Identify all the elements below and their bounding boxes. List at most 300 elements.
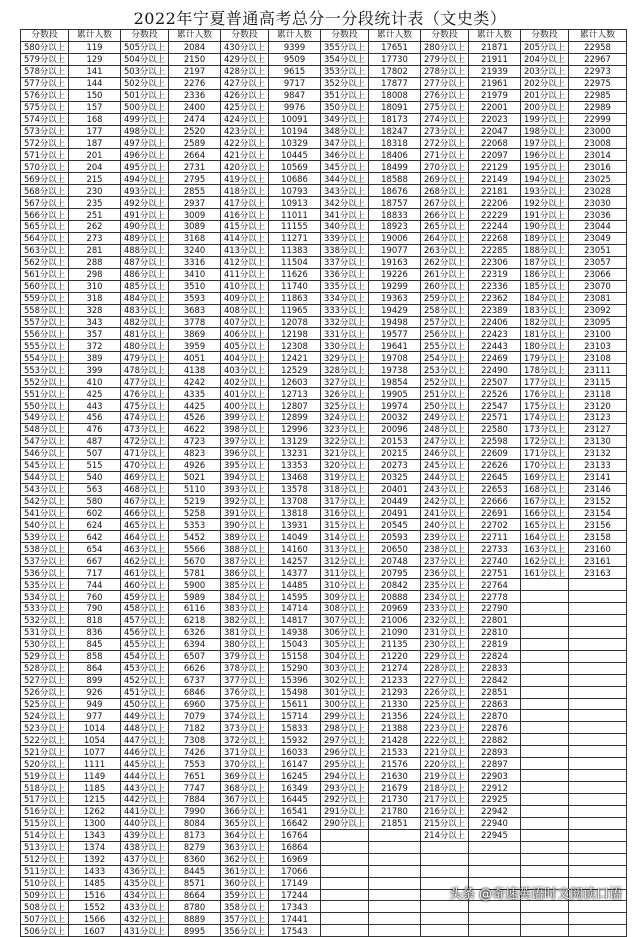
score-band-cell: 337分以上 xyxy=(321,256,369,268)
cumulative-count-cell: 23008 xyxy=(569,137,627,149)
cumulative-count-cell: 328 xyxy=(69,304,121,316)
score-band-cell: 563分以上 xyxy=(21,244,69,256)
cumulative-count-cell: 22229 xyxy=(469,209,521,221)
cumulative-count-cell xyxy=(569,901,627,913)
table-row xyxy=(21,77,627,89)
score-band-cell: 369分以上 xyxy=(221,770,269,782)
score-band-cell: 475分以上 xyxy=(121,400,169,412)
score-band-cell: 323分以上 xyxy=(321,423,369,435)
table-row xyxy=(21,376,627,388)
score-band-cell: 278分以上 xyxy=(421,65,469,77)
score-band-cell: 354分以上 xyxy=(321,53,369,65)
score-band-cell: 516分以上 xyxy=(21,805,69,817)
cumulative-count-cell: 21679 xyxy=(369,782,421,794)
score-band-cell xyxy=(521,674,569,686)
score-band-cell: 465分以上 xyxy=(121,519,169,531)
score-band-cell: 256分以上 xyxy=(421,328,469,340)
table-body xyxy=(21,41,627,936)
cumulative-count-cell: 18588 xyxy=(369,173,421,185)
table-row xyxy=(21,161,627,173)
score-band-cell: 257分以上 xyxy=(421,316,469,328)
score-band-cell: 383分以上 xyxy=(221,603,269,615)
score-band-cell: 552分以上 xyxy=(21,376,69,388)
cumulative-count-cell: 298 xyxy=(69,268,121,280)
cumulative-count-cell: 23127 xyxy=(569,423,627,435)
score-band-cell: 399分以上 xyxy=(221,412,269,424)
cumulative-count-cell: 235 xyxy=(69,197,121,209)
score-band-cell: 474分以上 xyxy=(121,412,169,424)
cumulative-count-cell: 8173 xyxy=(169,829,221,841)
cumulative-count-cell: 22206 xyxy=(469,197,521,209)
cumulative-count-cell: 16033 xyxy=(269,746,321,758)
cumulative-count-cell: 3009 xyxy=(169,209,221,221)
cumulative-count-cell: 22942 xyxy=(469,805,521,817)
score-band-cell: 413分以上 xyxy=(221,244,269,256)
cumulative-count-cell: 21576 xyxy=(369,758,421,770)
score-band-cell: 455分以上 xyxy=(121,638,169,650)
cumulative-count-cell: 21220 xyxy=(369,650,421,662)
cumulative-count-cell: 602 xyxy=(69,507,121,519)
cumulative-count-cell: 21090 xyxy=(369,626,421,638)
score-band-cell: 339分以上 xyxy=(321,232,369,244)
score-band-cell xyxy=(321,877,369,889)
cumulative-count-cell: 215 xyxy=(69,173,121,185)
cumulative-count-cell: 2731 xyxy=(169,161,221,173)
score-band-cell: 473分以上 xyxy=(121,423,169,435)
cumulative-count-cell: 4335 xyxy=(169,388,221,400)
score-band-cell xyxy=(321,841,369,853)
cumulative-count-cell: 22001 xyxy=(469,101,521,113)
cumulative-count-cell: 177 xyxy=(69,125,121,137)
cumulative-count-cell: 11863 xyxy=(269,292,321,304)
score-band-cell: 535分以上 xyxy=(21,579,69,591)
cumulative-count-cell: 251 xyxy=(69,209,121,221)
cumulative-count-cell: 16349 xyxy=(269,782,321,794)
score-band-cell: 336分以上 xyxy=(321,268,369,280)
cumulative-count-cell: 19738 xyxy=(369,364,421,376)
cumulative-count-cell: 23030 xyxy=(569,197,627,209)
cumulative-count-cell: 19708 xyxy=(369,352,421,364)
score-band-cell: 396分以上 xyxy=(221,447,269,459)
score-band-cell: 490分以上 xyxy=(121,221,169,233)
cumulative-count-cell: 22740 xyxy=(469,555,521,567)
score-band-cell: 248分以上 xyxy=(421,423,469,435)
table-row xyxy=(21,41,627,53)
table-row xyxy=(21,137,627,149)
score-band-cell: 417分以上 xyxy=(221,197,269,209)
score-band-cell: 316分以上 xyxy=(321,507,369,519)
score-band-cell: 324分以上 xyxy=(321,412,369,424)
score-band-cell: 524分以上 xyxy=(21,710,69,722)
cumulative-count-cell: 845 xyxy=(69,638,121,650)
table-row xyxy=(21,603,627,615)
cumulative-count-cell: 20748 xyxy=(369,555,421,567)
score-band-cell: 483分以上 xyxy=(121,304,169,316)
score-band-cell: 570分以上 xyxy=(21,161,69,173)
cumulative-count-cell: 1485 xyxy=(69,877,121,889)
cumulative-count-cell: 899 xyxy=(69,674,121,686)
score-band-cell: 272分以上 xyxy=(421,137,469,149)
cumulative-count-cell: 5900 xyxy=(169,579,221,591)
cumulative-count-cell: 22790 xyxy=(469,603,521,615)
cumulative-count-cell: 21871 xyxy=(469,41,521,53)
cumulative-count-cell: 22903 xyxy=(469,770,521,782)
score-band-cell: 502分以上 xyxy=(121,77,169,89)
score-band-cell: 200分以上 xyxy=(521,101,569,113)
cumulative-count-cell: 22733 xyxy=(469,543,521,555)
cumulative-count-cell: 6846 xyxy=(169,686,221,698)
cumulative-count-cell: 15833 xyxy=(269,722,321,734)
cumulative-count-cell: 1566 xyxy=(69,913,121,925)
cumulative-count-cell: 19363 xyxy=(369,292,421,304)
cumulative-count-cell: 1552 xyxy=(69,901,121,913)
score-band-cell xyxy=(321,889,369,901)
score-band-cell: 488分以上 xyxy=(121,244,169,256)
cumulative-count-cell: 8360 xyxy=(169,853,221,865)
score-band-cell: 318分以上 xyxy=(321,483,369,495)
cumulative-count-cell xyxy=(569,782,627,794)
score-band-cell: 512分以上 xyxy=(21,853,69,865)
table-row xyxy=(21,53,627,65)
table-row xyxy=(21,925,627,937)
score-band-cell: 227分以上 xyxy=(421,674,469,686)
score-band-cell xyxy=(421,865,469,877)
cumulative-count-cell: 21330 xyxy=(369,698,421,710)
score-band-cell: 384分以上 xyxy=(221,591,269,603)
cumulative-count-cell: 19577 xyxy=(369,328,421,340)
table-row xyxy=(21,758,627,770)
score-band-cell: 427分以上 xyxy=(221,77,269,89)
cumulative-count-cell: 14485 xyxy=(269,579,321,591)
score-band-cell: 365分以上 xyxy=(221,817,269,829)
score-band-cell: 503分以上 xyxy=(121,65,169,77)
score-band-cell xyxy=(521,782,569,794)
cumulative-count-cell: 9399 xyxy=(269,41,321,53)
score-band-cell: 258分以上 xyxy=(421,304,469,316)
score-band-cell: 526分以上 xyxy=(21,686,69,698)
table-row xyxy=(21,388,627,400)
score-band-cell: 234分以上 xyxy=(421,591,469,603)
cumulative-count-cell: 20593 xyxy=(369,531,421,543)
header-cumulative-count: 累计人数 xyxy=(369,30,421,42)
score-band-cell: 392分以上 xyxy=(221,495,269,507)
cumulative-count-cell: 21630 xyxy=(369,770,421,782)
cumulative-count-cell xyxy=(569,579,627,591)
score-band-cell: 341分以上 xyxy=(321,209,369,221)
cumulative-count-cell: 20491 xyxy=(369,507,421,519)
cumulative-count-cell: 21961 xyxy=(469,77,521,89)
score-band-cell: 269分以上 xyxy=(421,173,469,185)
cumulative-count-cell: 18499 xyxy=(369,161,421,173)
score-band-cell: 187分以上 xyxy=(521,256,569,268)
table-row xyxy=(21,400,627,412)
score-band-cell: 426分以上 xyxy=(221,89,269,101)
cumulative-count-cell: 8571 xyxy=(169,877,221,889)
table-row xyxy=(21,650,627,662)
cumulative-count-cell: 22893 xyxy=(469,746,521,758)
cumulative-count-cell xyxy=(569,698,627,710)
cumulative-count-cell: 22882 xyxy=(469,734,521,746)
score-band-cell xyxy=(421,913,469,925)
cumulative-count-cell: 5989 xyxy=(169,591,221,603)
header-score-band: 分数段 xyxy=(121,30,169,42)
score-band-cell: 194分以上 xyxy=(521,173,569,185)
score-band-cell: 439分以上 xyxy=(121,829,169,841)
cumulative-count-cell: 22764 xyxy=(469,579,521,591)
cumulative-count-cell: 10569 xyxy=(269,161,321,173)
cumulative-count-cell: 20969 xyxy=(369,603,421,615)
score-band-cell: 224分以上 xyxy=(421,710,469,722)
score-band-cell: 249分以上 xyxy=(421,412,469,424)
table-row xyxy=(21,328,627,340)
score-band-cell: 237分以上 xyxy=(421,555,469,567)
cumulative-count-cell: 21428 xyxy=(369,734,421,746)
score-band-cell: 419分以上 xyxy=(221,173,269,185)
score-band-cell: 300分以上 xyxy=(321,698,369,710)
cumulative-count-cell: 1014 xyxy=(69,722,121,734)
score-band-cell: 387分以上 xyxy=(221,555,269,567)
score-band-cell: 423分以上 xyxy=(221,125,269,137)
score-band-cell: 574分以上 xyxy=(21,113,69,125)
score-band-cell: 379分以上 xyxy=(221,650,269,662)
score-band-cell: 454分以上 xyxy=(121,650,169,662)
score-band-cell: 422分以上 xyxy=(221,137,269,149)
score-band-cell: 572分以上 xyxy=(21,137,69,149)
cumulative-count-cell: 22940 xyxy=(469,817,521,829)
cumulative-count-cell: 23014 xyxy=(569,149,627,161)
cumulative-count-cell: 14257 xyxy=(269,555,321,567)
cumulative-count-cell: 2937 xyxy=(169,197,221,209)
score-band-cell: 508分以上 xyxy=(21,901,69,913)
cumulative-count-cell: 23057 xyxy=(569,256,627,268)
cumulative-count-cell: 11383 xyxy=(269,244,321,256)
cumulative-count-cell: 22925 xyxy=(469,794,521,806)
score-band-cell: 441分以上 xyxy=(121,805,169,817)
cumulative-count-cell: 3959 xyxy=(169,340,221,352)
cumulative-count-cell: 12807 xyxy=(269,400,321,412)
score-band-cell: 408分以上 xyxy=(221,304,269,316)
cumulative-count-cell: 8889 xyxy=(169,913,221,925)
score-band-cell: 320分以上 xyxy=(321,459,369,471)
score-band-cell: 545分以上 xyxy=(21,459,69,471)
score-band-cell: 523分以上 xyxy=(21,722,69,734)
cumulative-count-cell xyxy=(569,841,627,853)
cumulative-count-cell: 357 xyxy=(69,328,121,340)
cumulative-count-cell: 13578 xyxy=(269,483,321,495)
score-band-cell: 273分以上 xyxy=(421,125,469,137)
cumulative-count-cell: 21233 xyxy=(369,674,421,686)
score-band-cell: 175分以上 xyxy=(521,400,569,412)
cumulative-count-cell: 20650 xyxy=(369,543,421,555)
score-band-cell: 251分以上 xyxy=(421,388,469,400)
cumulative-count-cell: 19905 xyxy=(369,388,421,400)
score-band-cell: 553分以上 xyxy=(21,364,69,376)
cumulative-count-cell: 22598 xyxy=(469,435,521,447)
cumulative-count-cell: 22469 xyxy=(469,352,521,364)
cumulative-count-cell: 977 xyxy=(69,710,121,722)
score-band-cell: 314分以上 xyxy=(321,531,369,543)
score-band-cell: 498分以上 xyxy=(121,125,169,137)
score-band-cell: 558分以上 xyxy=(21,304,69,316)
cumulative-count-cell: 14938 xyxy=(269,626,321,638)
score-band-cell: 452分以上 xyxy=(121,674,169,686)
cumulative-count-cell: 273 xyxy=(69,232,121,244)
score-band-cell: 298分以上 xyxy=(321,722,369,734)
score-band-cell: 565分以上 xyxy=(21,221,69,233)
cumulative-count-cell: 22507 xyxy=(469,376,521,388)
cumulative-count-cell xyxy=(569,722,627,734)
score-band-cell: 435分以上 xyxy=(121,877,169,889)
cumulative-count-cell: 5110 xyxy=(169,483,221,495)
score-band-cell: 548分以上 xyxy=(21,423,69,435)
score-band-cell: 170分以上 xyxy=(521,459,569,471)
score-band-cell: 222分以上 xyxy=(421,734,469,746)
table-row xyxy=(21,626,627,638)
score-band-cell xyxy=(521,817,569,829)
table-row xyxy=(21,865,627,877)
score-band-cell xyxy=(521,925,569,937)
table-row xyxy=(21,614,627,626)
score-band-cell: 254分以上 xyxy=(421,352,469,364)
score-band-cell: 344分以上 xyxy=(321,173,369,185)
score-band-cell: 204分以上 xyxy=(521,53,569,65)
cumulative-count-cell: 2197 xyxy=(169,65,221,77)
cumulative-count-cell: 23158 xyxy=(569,531,627,543)
score-band-cell: 494分以上 xyxy=(121,173,169,185)
cumulative-count-cell: 1262 xyxy=(69,805,121,817)
cumulative-count-cell: 22571 xyxy=(469,412,521,424)
score-band-cell: 161分以上 xyxy=(521,567,569,579)
cumulative-count-cell: 9509 xyxy=(269,53,321,65)
cumulative-count-cell: 7079 xyxy=(169,710,221,722)
cumulative-count-cell: 2336 xyxy=(169,89,221,101)
cumulative-count-cell: 22319 xyxy=(469,268,521,280)
score-band-cell: 217分以上 xyxy=(421,794,469,806)
cumulative-count-cell: 20449 xyxy=(369,495,421,507)
cumulative-count-cell: 17651 xyxy=(369,41,421,53)
score-band-cell: 216分以上 xyxy=(421,805,469,817)
score-band-cell: 402分以上 xyxy=(221,376,269,388)
score-band-cell: 312分以上 xyxy=(321,555,369,567)
cumulative-count-cell: 760 xyxy=(69,591,121,603)
score-band-cell: 308分以上 xyxy=(321,603,369,615)
score-band-cell: 421分以上 xyxy=(221,149,269,161)
cumulative-count-cell: 2664 xyxy=(169,149,221,161)
score-band-cell: 482分以上 xyxy=(121,316,169,328)
table-row xyxy=(21,256,627,268)
score-band-cell: 444分以上 xyxy=(121,770,169,782)
cumulative-count-cell: 6116 xyxy=(169,603,221,615)
cumulative-count-cell: 744 xyxy=(69,579,121,591)
cumulative-count-cell: 22526 xyxy=(469,388,521,400)
cumulative-count-cell: 22833 xyxy=(469,662,521,674)
cumulative-count-cell: 836 xyxy=(69,626,121,638)
cumulative-count-cell: 399 xyxy=(69,364,121,376)
cumulative-count-cell: 23133 xyxy=(569,459,627,471)
score-band-cell: 467分以上 xyxy=(121,495,169,507)
cumulative-count-cell: 281 xyxy=(69,244,121,256)
cumulative-count-cell xyxy=(369,841,421,853)
score-band-cell: 301分以上 xyxy=(321,686,369,698)
cumulative-count-cell: 22580 xyxy=(469,423,521,435)
cumulative-count-cell: 6507 xyxy=(169,650,221,662)
score-band-cell: 331分以上 xyxy=(321,328,369,340)
cumulative-count-cell: 3683 xyxy=(169,304,221,316)
cumulative-count-cell: 318 xyxy=(69,292,121,304)
cumulative-count-cell: 23154 xyxy=(569,507,627,519)
score-band-cell: 501分以上 xyxy=(121,89,169,101)
score-band-cell: 277分以上 xyxy=(421,77,469,89)
cumulative-count-cell: 3410 xyxy=(169,268,221,280)
score-band-cell xyxy=(421,841,469,853)
score-band-cell: 562分以上 xyxy=(21,256,69,268)
score-band-cell: 418分以上 xyxy=(221,185,269,197)
score-band-cell: 174分以上 xyxy=(521,412,569,424)
score-band-cell: 549分以上 xyxy=(21,412,69,424)
cumulative-count-cell: 144 xyxy=(69,77,121,89)
cumulative-count-cell: 19429 xyxy=(369,304,421,316)
score-band-cell: 196分以上 xyxy=(521,149,569,161)
cumulative-count-cell: 13708 xyxy=(269,495,321,507)
score-band-cell xyxy=(521,710,569,722)
cumulative-count-cell: 157 xyxy=(69,101,121,113)
score-band-cell: 191分以上 xyxy=(521,209,569,221)
cumulative-count-cell: 12308 xyxy=(269,340,321,352)
header-cumulative-count: 累计人数 xyxy=(569,30,627,42)
score-band-cell xyxy=(521,865,569,877)
cumulative-count-cell: 2150 xyxy=(169,53,221,65)
cumulative-count-cell: 17543 xyxy=(269,925,321,937)
table-row xyxy=(21,746,627,758)
cumulative-count-cell: 2474 xyxy=(169,113,221,125)
score-band-cell: 566分以上 xyxy=(21,209,69,221)
table-row xyxy=(21,853,627,865)
score-band-cell: 214分以上 xyxy=(421,829,469,841)
score-band-cell: 260分以上 xyxy=(421,280,469,292)
cumulative-count-cell xyxy=(569,734,627,746)
table-row xyxy=(21,805,627,817)
cumulative-count-cell: 23000 xyxy=(569,125,627,137)
score-band-cell: 239分以上 xyxy=(421,531,469,543)
score-band-cell: 246分以上 xyxy=(421,447,469,459)
cumulative-count-cell: 13231 xyxy=(269,447,321,459)
score-band-cell: 480分以上 xyxy=(121,340,169,352)
cumulative-count-cell: 129 xyxy=(69,53,121,65)
score-band-cell: 573分以上 xyxy=(21,125,69,137)
score-band-cell xyxy=(321,865,369,877)
cumulative-count-cell xyxy=(469,913,521,925)
cumulative-count-cell xyxy=(569,662,627,674)
cumulative-count-cell: 11965 xyxy=(269,304,321,316)
score-band-cell: 479分以上 xyxy=(121,352,169,364)
cumulative-count-cell: 21135 xyxy=(369,638,421,650)
header-score-band: 分数段 xyxy=(421,30,469,42)
score-band-cell xyxy=(421,925,469,937)
score-band-cell: 395分以上 xyxy=(221,459,269,471)
cumulative-count-cell xyxy=(569,746,627,758)
cumulative-count-cell: 10091 xyxy=(269,113,321,125)
cumulative-count-cell: 21780 xyxy=(369,805,421,817)
cumulative-count-cell: 22244 xyxy=(469,221,521,233)
cumulative-count-cell: 22999 xyxy=(569,113,627,125)
score-band-cell: 241分以上 xyxy=(421,507,469,519)
score-band-cell: 345分以上 xyxy=(321,161,369,173)
cumulative-count-cell: 23095 xyxy=(569,316,627,328)
score-band-cell: 542分以上 xyxy=(21,495,69,507)
cumulative-count-cell: 1516 xyxy=(69,889,121,901)
score-band-cell: 261分以上 xyxy=(421,268,469,280)
score-band-cell: 274分以上 xyxy=(421,113,469,125)
